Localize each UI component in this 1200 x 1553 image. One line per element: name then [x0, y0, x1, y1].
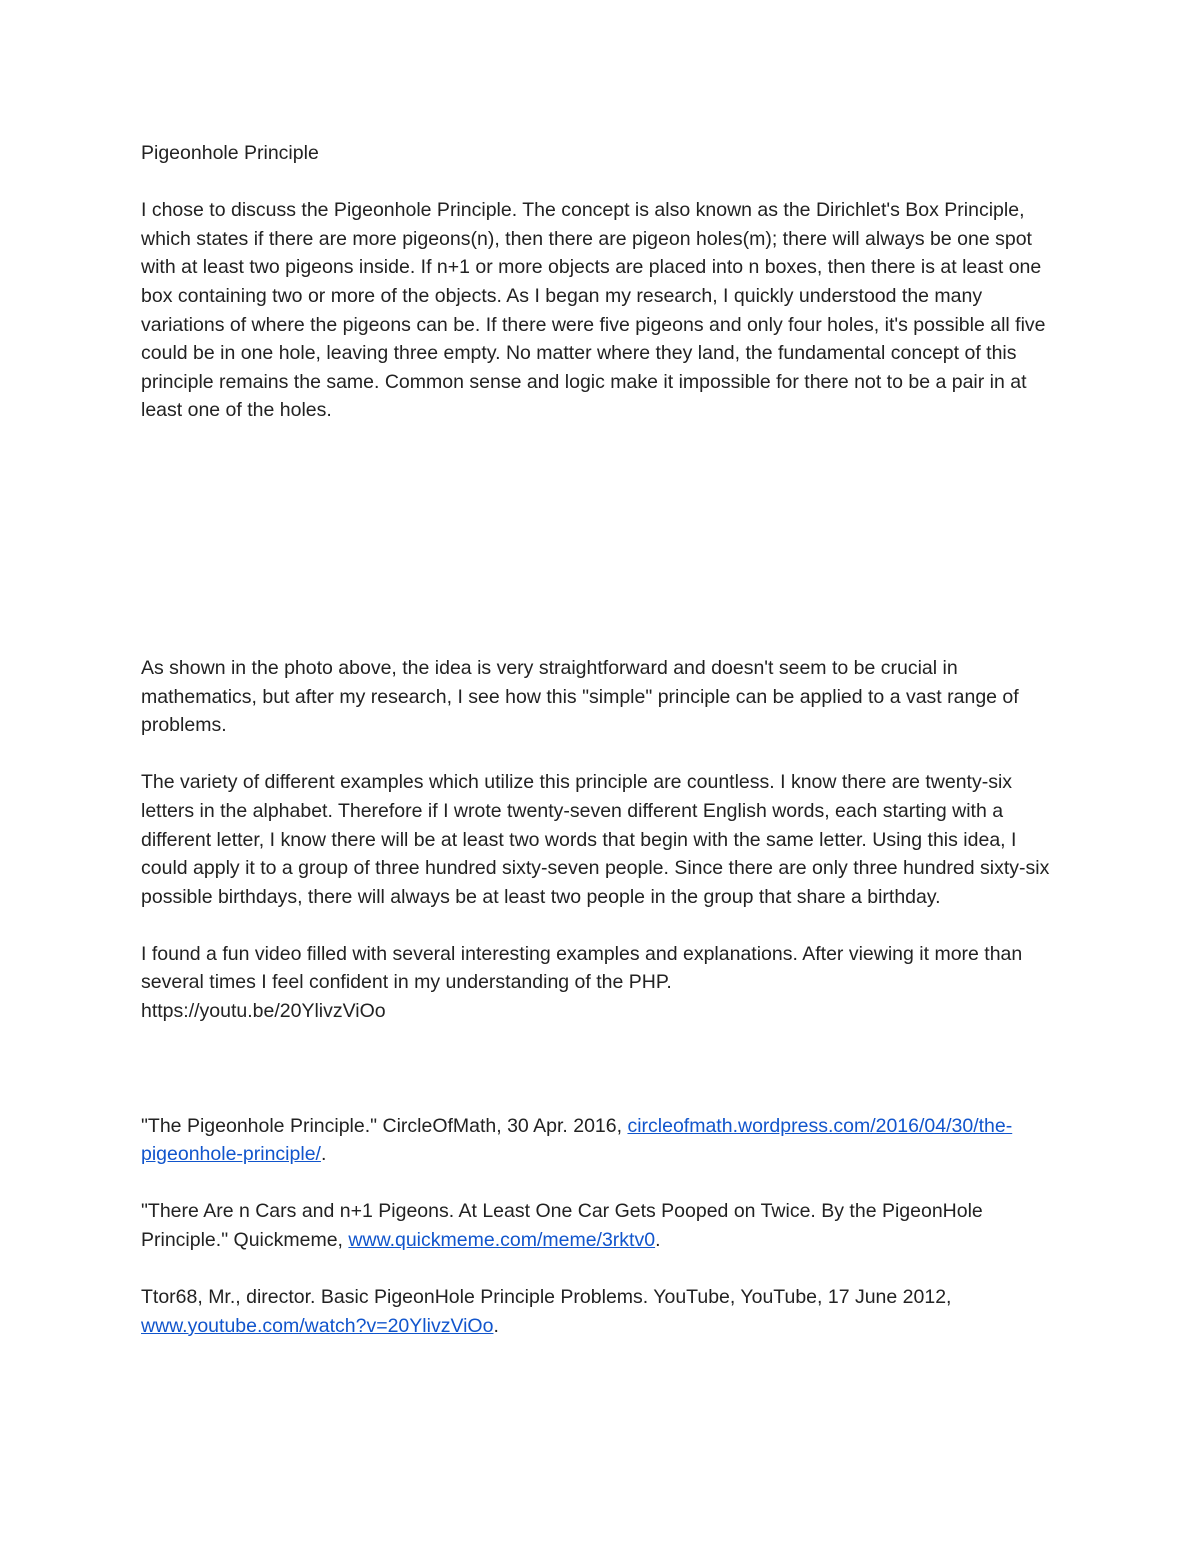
spacer — [141, 740, 1056, 769]
citation-3-text: Ttor68, Mr., director. Basic PigeonHole Principle Problems. YouTube, YouTube, 17 June 2012, — [141, 1286, 952, 1309]
video-url: https://youtu.be/20YlivzViOo — [141, 1000, 386, 1023]
citation-2 — [141, 1197, 1056, 1254]
intro-paragraph: I chose to discuss the Pigeonhole Principle. The concept is also known as the Dirichlet's Box Principle, which states if there are more pigeons(n), then there are pigeon holes(m); there will always be one spot with at least two pigeons inside. If n+1 or more objects are placed into n boxes, then there is at least one box containing two or more of the objects. As I began my research, I quickly understood the many variations of where the pigeons can be. If there were five pigeons and only four holes, it's possible all five could be in one hole, leaving three empty. No matter where they land, the fundamental concept of this principle remains the same. Common sense and logic make it impossible for there not to be a pair in at least one of the holes. — [141, 199, 1046, 422]
citation-2-text: "There Are n Cars and n+1 Pigeons. At Least One Car Gets Pooped on Twice. By the PigeonHole Principle." Quickmeme, — [141, 1200, 983, 1252]
document-title: Pigeonhole Principle — [141, 142, 319, 164]
spacer — [141, 911, 1056, 940]
citation-1-end: . — [320, 1143, 327, 1166]
citation-2-link[interactable]: www.quickmeme.com/meme/3rktv0 — [348, 1229, 656, 1252]
photo-placeholder — [141, 425, 1056, 654]
citation-1-link[interactable]: circleofmath.wordpress.com/2016/04/30/the-pigeonhole-principle/ — [141, 1114, 1013, 1166]
spacer — [141, 168, 1056, 197]
examples-paragraph: The variety of different examples which utilize this principle are countless. I know there are twenty-six letters in the alphabet. Therefore if I wrote twenty-seven different English words, each starting with a different letter, I know there will be at least two words that begin with the same letter. Using this idea, I could apply it to a group of three hundred sixty-seven people. Since there are only three hundred sixty-six possible birthdays, there will always be at least two people in the group that share a birthday. — [141, 771, 1050, 908]
photo-paragraph: As shown in the photo above, the idea is very straightforward and doesn't seem to be crucial in mathematics, but after my research, I see how this "simple" principle can be applied to a vast range of problems. — [141, 656, 1019, 737]
citation-3-end: . — [493, 1314, 499, 1337]
spacer — [141, 1255, 1056, 1284]
video-paragraph: I found a fun video filled with several interesting examples and explanations. After viewing it more than several times I feel confident in my understanding of the PHP. — [141, 942, 1023, 994]
citation-1-text: "The Pigeonhole Principle." CircleOfMath, 30 Apr. 2016, — [141, 1114, 628, 1137]
document-page — [141, 139, 1056, 1340]
citation-1 — [141, 1112, 1056, 1169]
citation-3-link[interactable]: www.youtube.com/watch?v=20YlivzViOo — [141, 1314, 494, 1337]
citation-3 — [141, 1283, 1056, 1340]
spacer — [141, 1169, 1056, 1198]
citation-2-end: . — [655, 1229, 661, 1252]
spacer — [141, 1026, 1056, 1112]
